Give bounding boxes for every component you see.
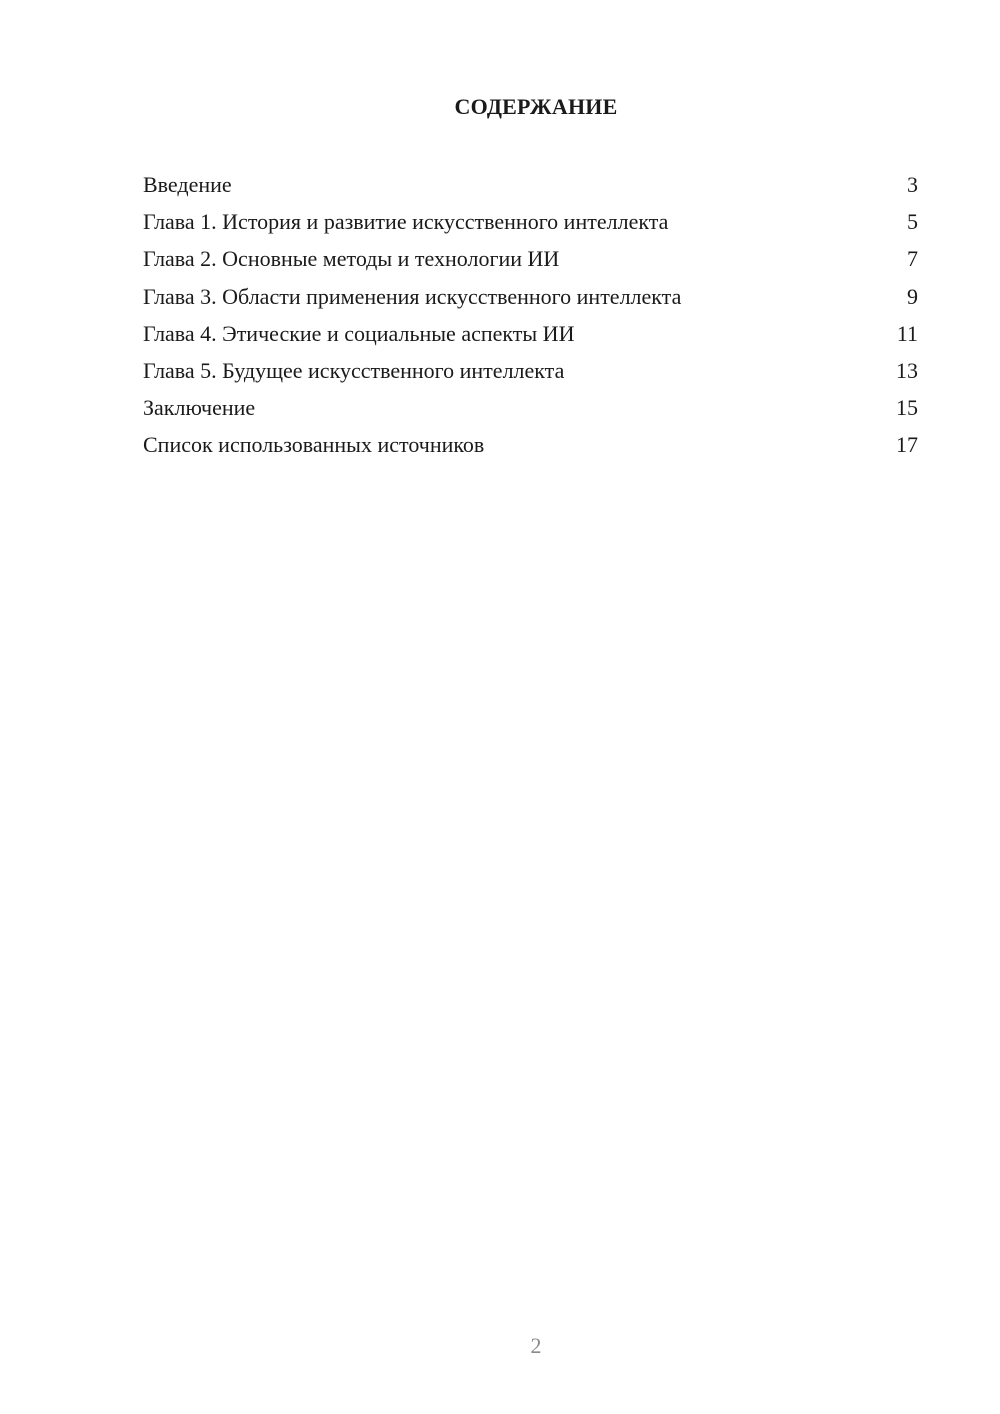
toc-item-page: 9 — [907, 283, 918, 309]
toc-item-page: 3 — [907, 172, 918, 197]
toc-item — [143, 430, 918, 467]
toc-item — [143, 207, 918, 244]
toc-item-label: Глава 4. Этические и социальные аспекты ИИ — [143, 320, 575, 346]
toc-item — [143, 282, 918, 319]
toc-item-page: 5 — [907, 209, 918, 235]
toc-item-page: 15 — [896, 395, 918, 421]
toc-item — [143, 170, 918, 207]
toc-item-label: Глава 3. Области применения искусственного интеллекта — [143, 283, 682, 309]
toc-item-label: Глава 1. История и развитие искусственного интеллекта — [143, 209, 669, 235]
toc-item-page: 11 — [896, 320, 918, 346]
toc-item — [143, 393, 918, 430]
toc-item-label: Глава 5. Будущее искусственного интеллекта — [143, 357, 565, 383]
toc-item-page: 17 — [896, 432, 918, 458]
toc-item — [143, 244, 918, 281]
table-of-contents — [143, 170, 918, 468]
toc-item — [143, 319, 918, 356]
toc-item-label: Глава 2. Основные методы и технологии ИИ — [143, 246, 560, 272]
toc-item-label: Введение — [143, 172, 232, 197]
toc-item-page: 13 — [896, 357, 918, 383]
toc-item-label: Список использованных источников — [143, 432, 485, 458]
toc-item-label: Заключение — [143, 395, 256, 421]
page-number: 2 — [530, 1333, 542, 1358]
page-title: СОДЕРЖАНИЕ — [454, 94, 618, 119]
toc-item-page: 7 — [907, 246, 918, 272]
toc-item — [143, 356, 918, 393]
